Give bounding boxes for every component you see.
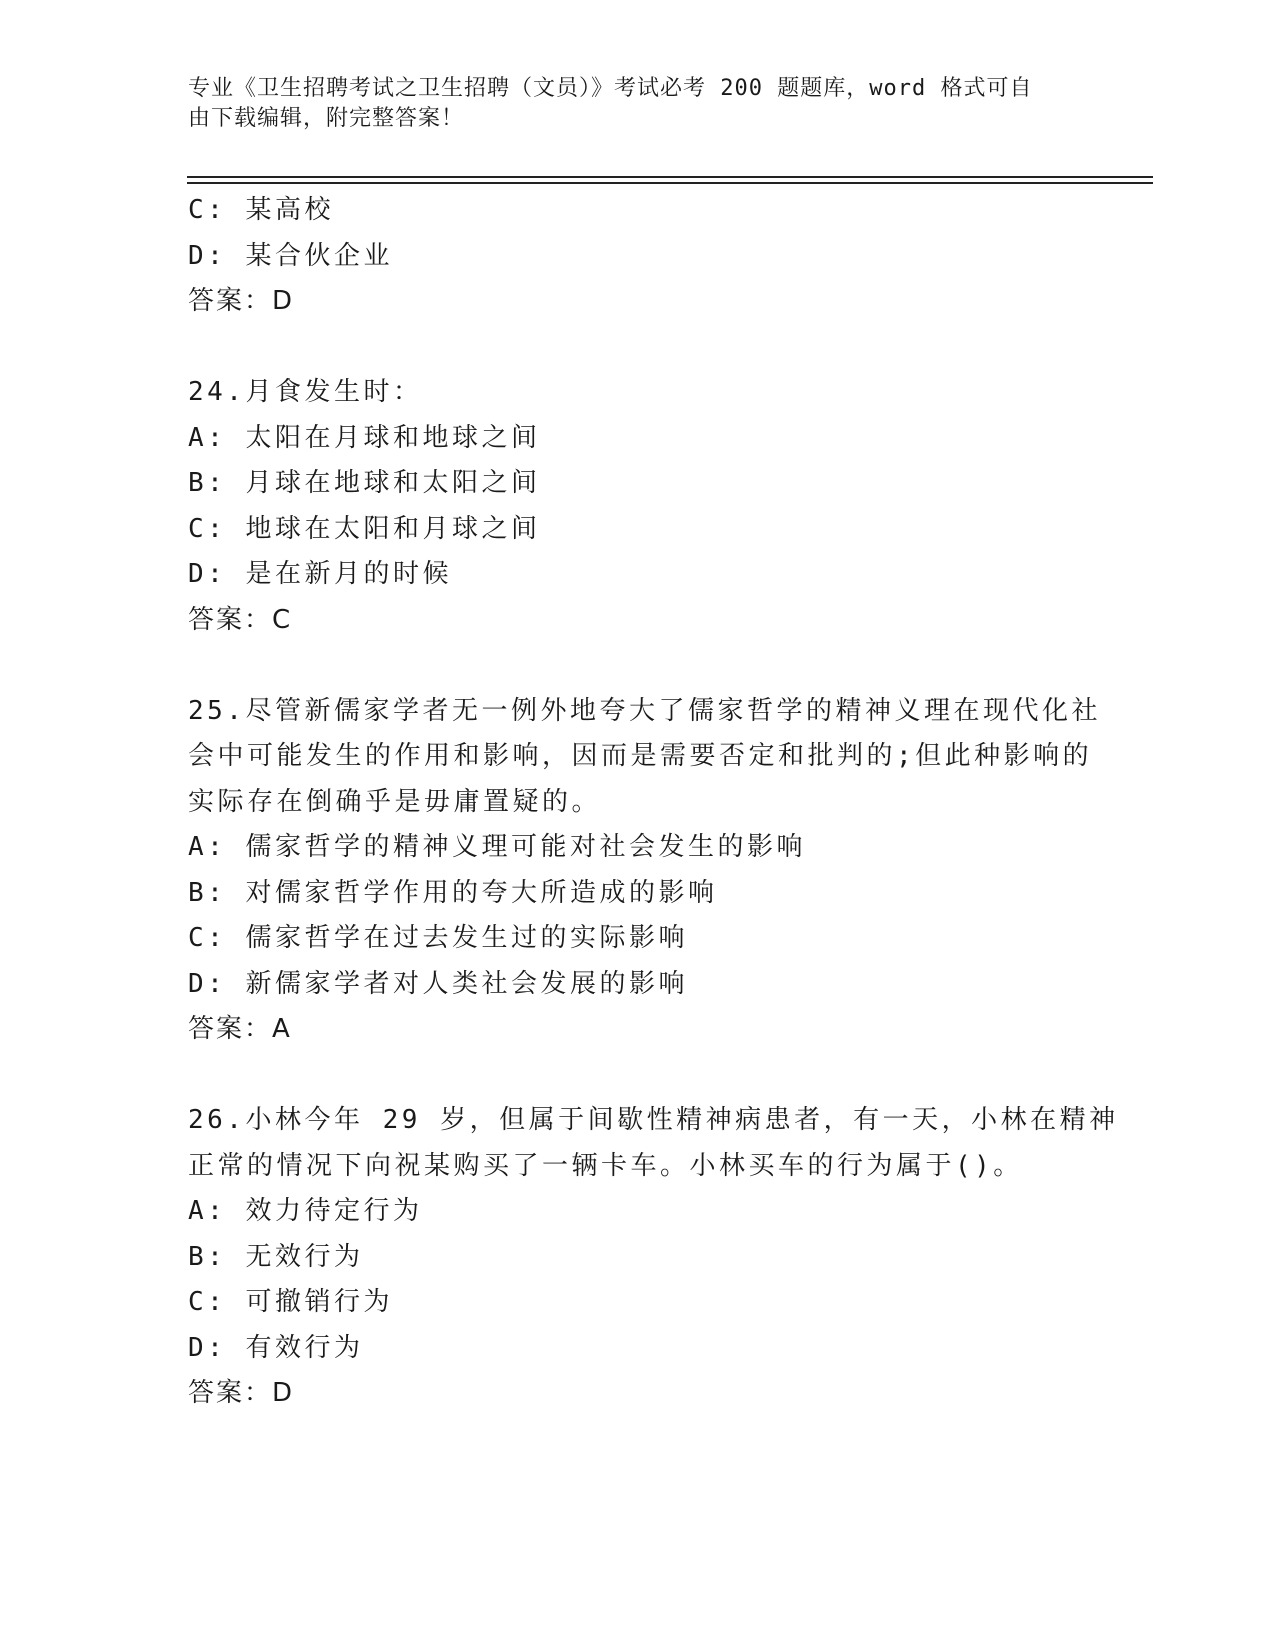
option-b	[188, 1235, 1088, 1281]
option-c	[188, 916, 1088, 962]
option-b	[188, 871, 1088, 917]
option-label: B:	[188, 1241, 227, 1272]
option-label: D:	[188, 559, 227, 589]
answer-line: 答案：C	[188, 604, 293, 635]
option-text: 效力待定行为	[245, 1196, 423, 1226]
question-stem-line-3: 实际存在倒确乎是毋庸置疑的。	[188, 786, 602, 817]
option-c	[188, 1280, 1088, 1326]
option-text: 某合伙企业	[245, 240, 393, 271]
option-label: C:	[188, 195, 227, 225]
option-b	[188, 461, 1088, 507]
document-content	[188, 188, 1119, 1417]
answer-line: 答案：D	[188, 286, 295, 316]
option-text: 可撤销行为	[245, 1287, 393, 1317]
option-a	[188, 416, 1088, 462]
answer-line: 答案：A	[188, 1014, 292, 1044]
question-25	[188, 689, 1101, 1053]
option-d	[188, 552, 1088, 598]
document-header	[188, 74, 1068, 134]
answer-line: 答案：D	[188, 1378, 295, 1408]
option-text: 有效行为	[245, 1332, 364, 1363]
option-text: 某高校	[245, 195, 334, 225]
option-a	[188, 825, 1088, 871]
option-label: B:	[188, 877, 227, 908]
option-label: C:	[188, 513, 227, 544]
option-label: C:	[188, 1287, 227, 1317]
header-rule-bottom	[187, 182, 1153, 184]
option-text: 地球在太阳和月球之间	[245, 513, 541, 544]
option-text: 新儒家学者对人类社会发展的影响	[245, 968, 688, 999]
option-text: 是在新月的时候	[245, 559, 452, 589]
option-text: 无效行为	[245, 1241, 364, 1272]
header-line-1: 专业《卫生招聘考试之卫生招聘（文员）》考试必考 200 题题库，word 格式可自	[188, 76, 1033, 101]
option-label: A:	[188, 422, 227, 453]
option-label: B:	[188, 468, 227, 498]
option-text: 太阳在月球和地球之间	[245, 422, 541, 453]
option-label: D:	[188, 240, 227, 271]
prev-question	[188, 188, 1088, 325]
option-text: 儒家哲学在过去发生过的实际影响	[245, 923, 688, 953]
option-text: 月球在地球和太阳之间	[245, 468, 541, 498]
option-label: D:	[188, 1332, 227, 1363]
question-stem: 24.月食发生时：	[188, 377, 423, 407]
question-24	[188, 370, 1088, 643]
option-label: A:	[188, 832, 227, 862]
option-text: 对儒家哲学作用的夸大所造成的影响	[245, 877, 718, 908]
option-c	[188, 507, 1088, 553]
option-d	[188, 1326, 1088, 1372]
question-stem-line-2: 正常的情况下向祝某购买了一辆卡车。小林买车的行为属于()。	[188, 1150, 1023, 1181]
header-rule-top	[187, 176, 1153, 178]
question-stem-line-2: 会中可能发生的作用和影响，因而是需要否定和批判的;但此种影响的	[188, 741, 1093, 771]
header-line-2: 由下载编辑，附完整答案！	[188, 106, 465, 131]
option-label: D:	[188, 968, 227, 999]
question-stem-line-1: 25.尽管新儒家学者无一例外地夸大了儒家哲学的精神义理在现代化社	[188, 695, 1101, 726]
option-c	[188, 188, 1088, 234]
option-label: A:	[188, 1196, 227, 1226]
question-stem-line-1: 26.小林今年 29 岁，但属于间歇性精神病患者，有一天，小林在精神	[188, 1105, 1119, 1135]
option-text: 儒家哲学的精神义理可能对社会发生的影响	[245, 832, 806, 862]
option-d	[188, 962, 1088, 1008]
option-a	[188, 1189, 1088, 1235]
option-d	[188, 234, 1088, 280]
question-26	[188, 1098, 1119, 1417]
option-label: C:	[188, 923, 227, 953]
